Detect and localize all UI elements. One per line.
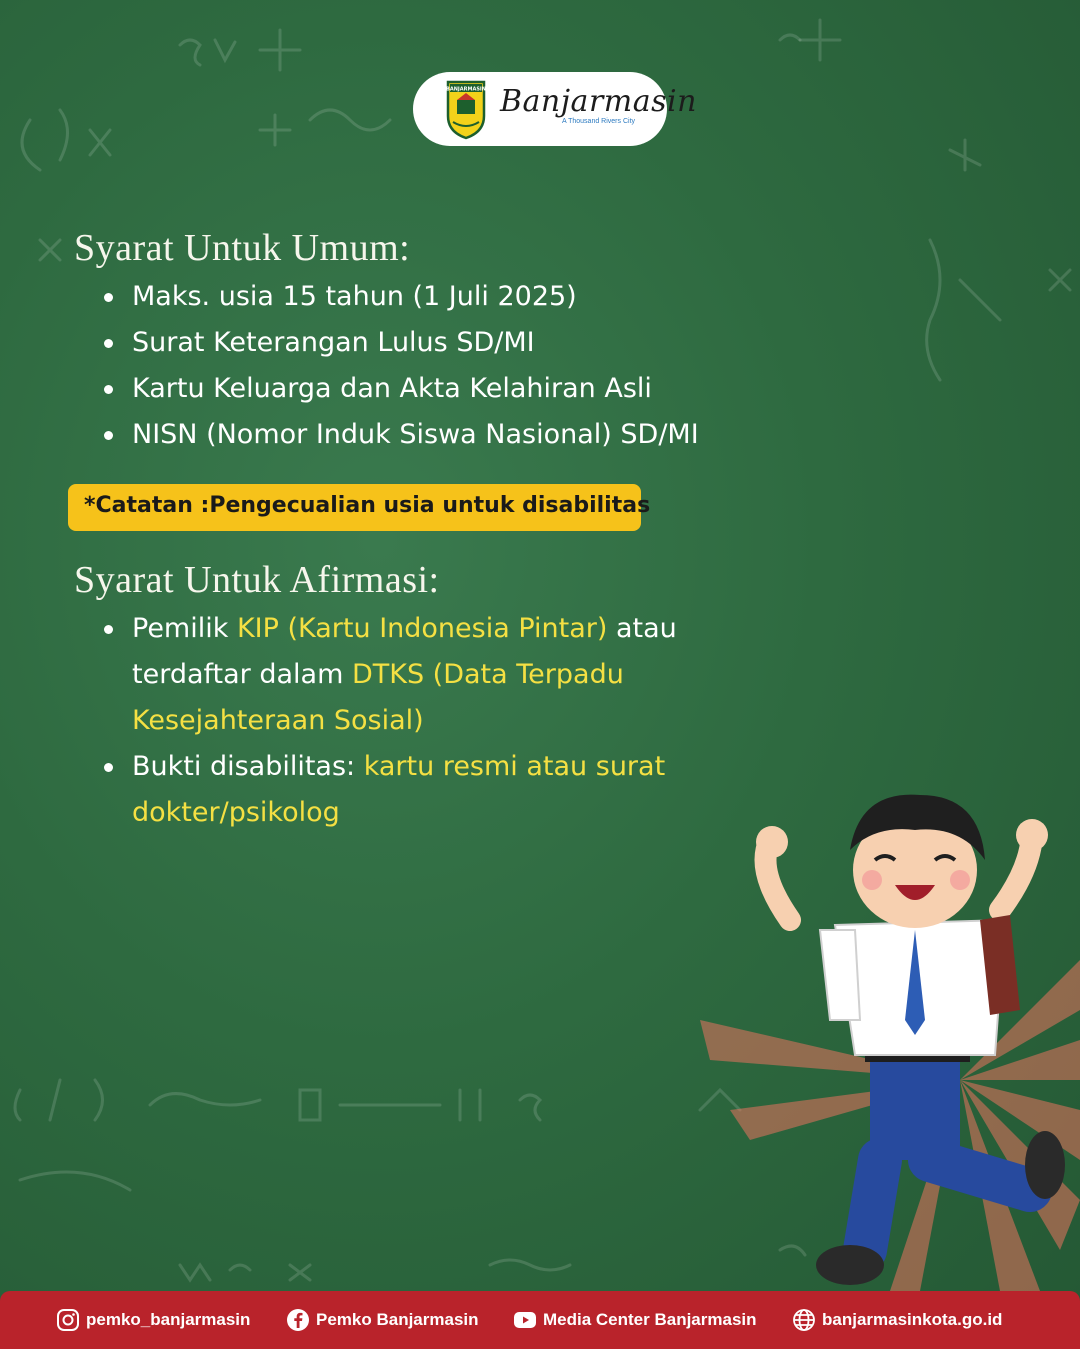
- bullet-dot: [104, 385, 113, 394]
- footer-bar: [0, 1291, 1080, 1349]
- logo-wordmark: Banjarmasin: [500, 84, 697, 119]
- highlight-text: Kesejahteraan Sosial): [132, 705, 424, 736]
- footer-youtube[interactable]: Media Center Banjarmasin: [513, 1291, 757, 1349]
- globe-icon: [792, 1308, 816, 1332]
- note-text: *Catatan :Pengecualian usia untuk disabilitas: [84, 493, 651, 518]
- banjarmasin-seal-icon: [444, 78, 488, 140]
- footer-facebook[interactable]: Pemko Banjarmasin: [286, 1291, 479, 1349]
- highlight-text: dokter/psikolog: [132, 797, 340, 828]
- bullet-dot: [104, 625, 113, 634]
- bullet-dot: [104, 293, 113, 302]
- youtube-icon: [513, 1308, 537, 1332]
- footer-instagram[interactable]: pemko_banjarmasin: [56, 1291, 250, 1349]
- bullet-dot: [104, 431, 113, 440]
- facebook-icon: [286, 1308, 310, 1332]
- umum-title: Syarat Untuk Umum:: [74, 227, 411, 269]
- highlight-text: kartu resmi atau surat: [363, 751, 666, 782]
- afirmasi-title: Syarat Untuk Afirmasi:: [74, 559, 440, 601]
- highlight-text: DTKS (Data Terpadu: [351, 659, 624, 690]
- footer-website[interactable]: banjarmasinkota.go.id: [792, 1291, 1002, 1349]
- bullet-dot: [104, 339, 113, 348]
- logo-tagline: A Thousand Rivers City: [562, 118, 636, 125]
- highlight-text: KIP (Kartu Indonesia Pintar): [236, 613, 608, 644]
- student-mascot-illustration: [660, 780, 1080, 1291]
- svg-text:BANJARMASIN: BANJARMASIN: [446, 86, 486, 93]
- bullet-dot: [104, 763, 113, 772]
- instagram-icon: [56, 1308, 80, 1332]
- note-banner: [68, 484, 651, 531]
